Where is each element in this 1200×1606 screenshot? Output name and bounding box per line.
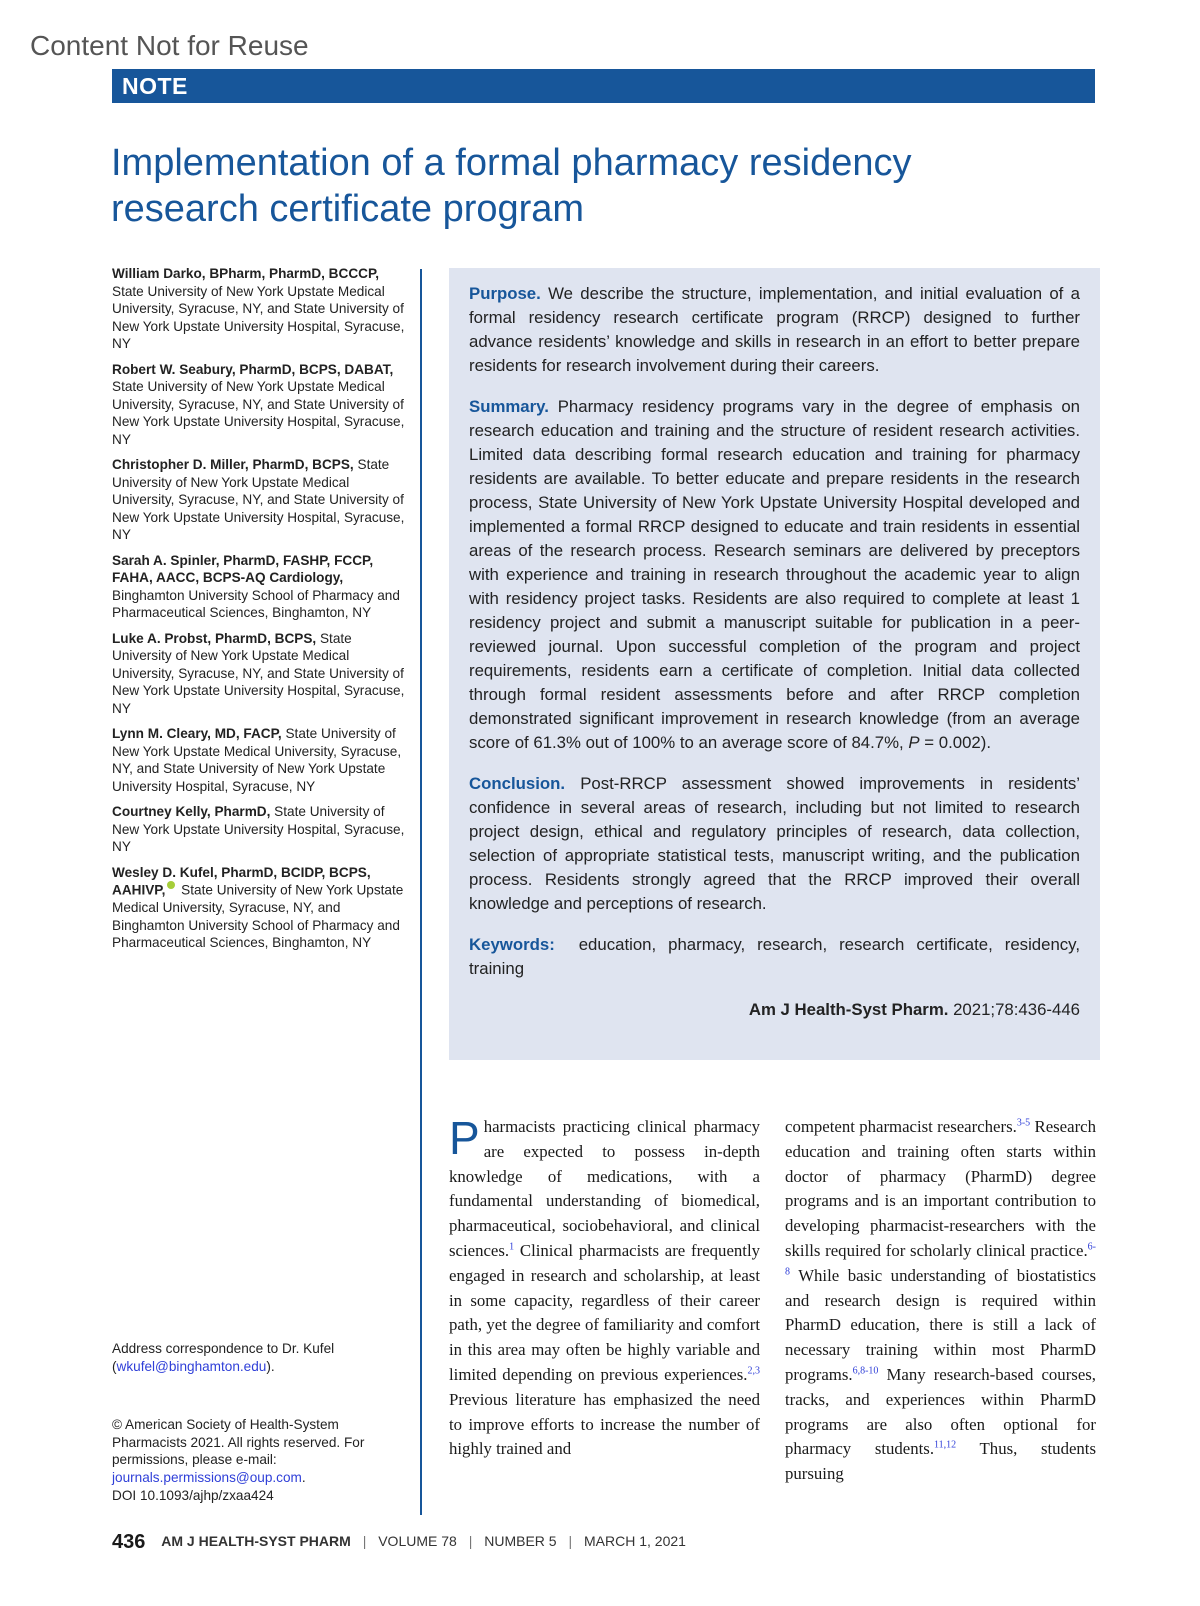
citation-journal: Am J Health-Syst Pharm.	[748, 1000, 949, 1019]
abstract-summary	[469, 395, 1080, 755]
author-affiliation: State University of New York Upstate University Hospital, Syracuse, NY	[112, 804, 405, 854]
p-value-symbol: P	[908, 733, 920, 752]
author-entry	[112, 630, 412, 718]
author-entry	[112, 552, 412, 622]
abstract-box	[449, 268, 1100, 1060]
reference-link[interactable]: 6-8	[785, 1241, 1096, 1278]
author-list	[112, 265, 412, 960]
purpose-label: Purpose.	[469, 284, 541, 303]
author-affiliation: State University of New York Upstate Medical University, Syracuse, NY, and State University of New York Upstate University Hospital, Syracuse, NY	[112, 283, 405, 351]
correspondence-text: Address correspondence to Dr. Kufel (	[112, 1341, 335, 1374]
page-footer	[112, 1531, 686, 1554]
citation	[469, 998, 1080, 1022]
footer-number: NUMBER 5	[484, 1533, 557, 1549]
body-text: Previous literature has emphasized the need to improve efforts to increase the number of highly trained and	[449, 1389, 760, 1459]
author-name: William Darko, BPharm, PharmD, BCCCP,	[112, 266, 380, 281]
author-entry	[112, 864, 412, 952]
author-affiliation: State University of New York Upstate Medical University, Syracuse, NY, and State University of New York Upstate University Hospital, Syracuse, NY	[112, 457, 405, 542]
conclusion-label: Conclusion.	[469, 774, 566, 793]
copyright-note	[112, 1416, 412, 1486]
reference-link[interactable]: 2,3	[747, 1365, 760, 1377]
section-label: NOTE	[122, 73, 188, 99]
author-affiliation: State University of New York Upstate Medical University, Syracuse, NY, and State University of New York Upstate University Hospital, Syracuse, NY	[112, 630, 405, 716]
abstract-purpose	[469, 282, 1080, 378]
drop-cap: P	[449, 1112, 480, 1164]
footer-separator: |	[362, 1533, 367, 1549]
author-affiliation: State University of New York Upstate Medical University, Syracuse, NY, and Binghamton University School of Pharmacy and Pharmaceutical Sciences, Binghamton, NY	[112, 882, 404, 951]
orcid-icon[interactable]	[167, 881, 175, 889]
author-entry	[112, 803, 412, 856]
reference-link[interactable]: 1	[509, 1241, 515, 1253]
page-number: 436	[112, 1531, 146, 1553]
copyright-end: .	[301, 1469, 306, 1485]
author-entry	[112, 361, 412, 449]
summary-text-end: = 0.002).	[924, 733, 991, 752]
citation-reference: 2021;78:436-446	[953, 1000, 1080, 1019]
correspondence-close: ).	[266, 1358, 275, 1374]
conclusion-text: Post-RRCP assessment showed improvements in residents’ confidence in several areas of research, including but not limited to research project design, ethical and regulatory principles of research, data collection, selection of appropriate statistical tests, manuscript writing, and the publication process. Residents strongly agreed that the RRCP improved their overall knowledge and perceptions of research.	[469, 774, 1080, 913]
copyright-text: © American Society of Health-System Pharmacists 2021. All rights reserved. For permissions, please e-mail:	[112, 1417, 365, 1467]
watermark: Content Not for Reuse	[30, 30, 309, 61]
author-affiliation: Binghamton University School of Pharmacy and Pharmaceutical Sciences, Binghamton, NY	[112, 587, 400, 620]
permissions-email-link[interactable]: journals.permissions@oup.com	[112, 1469, 302, 1485]
abstract-conclusion	[469, 772, 1080, 916]
footer-separator: |	[568, 1533, 573, 1549]
author-affiliation: State University of New York Upstate Medical University, Syracuse, NY, and State University of New York Upstate University Hospital, Syracuse, NY	[112, 379, 405, 447]
author-name: Luke A. Probst, PharmD, BCPS,	[112, 630, 317, 646]
correspondence-note	[112, 1340, 412, 1375]
body-text: Thus, students pursuing	[785, 1439, 1096, 1484]
article-title	[111, 140, 1011, 232]
author-entry	[112, 456, 412, 544]
footer-separator: |	[468, 1533, 473, 1549]
purpose-text: We describe the structure, implementation, and initial evaluation of a formal residency research certificate program (RRCP) designed to further advance residents’ knowledge and skills in research in an effort to better prepare residents for research involvement during their careers.	[469, 284, 1080, 375]
body-text: Research education and training often starts within doctor of pharmacy (PharmD) degree programs and is an important contribution to developing pharmacist-researchers with the skills required for scholarly clinical practice.	[785, 1117, 1096, 1260]
reference-link[interactable]: 11,12	[934, 1439, 957, 1451]
author-name: Courtney Kelly, PharmD,	[112, 804, 271, 819]
reference-link[interactable]: 3-5	[1016, 1117, 1031, 1129]
body-column-1	[449, 1112, 760, 1462]
footer-journal: AM J HEALTH-SYST PHARM	[161, 1533, 351, 1549]
body-column-2	[785, 1115, 1096, 1487]
author-name: Sarah A. Spinler, PharmD, FASHP, FCCP, FAHA, AACC, BCPS-AQ Cardiology,	[112, 552, 374, 585]
title-line: research certificate program	[111, 188, 585, 230]
body-text: Clinical pharmacists are frequently engaged in research and scholarship, at least in some capacity, regardless of their career path, yet the degree of familiarity and comfort in this area may often be highly variable and limited depending on previous experiences.	[449, 1240, 760, 1384]
author-entry	[112, 265, 412, 353]
author-name: Robert W. Seabury, PharmD, BCPS, DABAT,	[112, 361, 394, 377]
summary-label: Summary.	[469, 397, 549, 416]
title-line: Implementation of a formal pharmacy residency	[111, 142, 912, 184]
author-affiliation: State University of New York Upstate Medical University, Syracuse, NY, and State University of New York Upstate University Hospital, Syracuse, NY	[112, 726, 402, 794]
footer-date: MARCH 1, 2021	[584, 1533, 686, 1549]
abstract-keywords	[469, 933, 1080, 981]
correspondence-email-link[interactable]: wkufel@binghamton.edu	[116, 1358, 267, 1374]
footer-volume: VOLUME 78	[378, 1533, 457, 1549]
body-text: While basic understanding of biostatistics and research design is required within PharmD education, there is still a lack of necessary training within most PharmD programs.	[785, 1265, 1096, 1384]
body-text: competent pharmacist researchers.	[785, 1117, 1017, 1136]
summary-text: Pharmacy residency programs vary in the degree of emphasis on research education and training and the structure of resident research activities. Limited data describing formal research education and training for pharmacy residents are available. To better educate and prepare residents in the research process, State University of New York Upstate University Hospital developed and implemented a formal RRCP designed to educate and train residents in essential areas of the research process. Research seminars are delivered by preceptors with experience and training in research throughout the academic year to align with residency project tasks. Residents are also required to complete at least 1 residency project and submit a manuscript suitable for publication in a peer-reviewed journal. Upon successful completion of the program and project requirements, residents earn a certificate of completion. Initial data collected through formal resident assessments before and after RRCP completion demonstrated significant improvement in research knowledge (from an average score of 61.3% out of 100% to an average score of 84.7%,	[469, 397, 1080, 752]
column-divider	[420, 269, 422, 1515]
doi: DOI 10.1093/ajhp/zxaa424	[112, 1488, 274, 1503]
author-name: Lynn M. Cleary, MD, FACP,	[112, 726, 282, 741]
author-entry	[112, 725, 412, 795]
body-text: harmacists practicing clinical pharmacy are expected to possess in-depth knowledge of medications, with a fundamental understanding of biomedical, pharmaceutical, sociobehavioral, and clinical sciences.	[449, 1117, 760, 1260]
section-banner	[112, 69, 1095, 103]
body-text: Many research-based courses, tracks, and experiences within PharmD programs are also often optional for pharmacy students.	[785, 1364, 1096, 1459]
reference-link[interactable]: 6,8-10	[852, 1365, 879, 1377]
keywords-label: Keywords:	[469, 935, 555, 954]
keywords-text: education, pharmacy, research, research certificate, residency, training	[469, 935, 1080, 978]
author-name: Christopher D. Miller, PharmD, BCPS,	[112, 457, 354, 472]
author-name: Wesley D. Kufel, PharmD, BCIDP, BCPS, AAHIVP,	[112, 864, 371, 898]
